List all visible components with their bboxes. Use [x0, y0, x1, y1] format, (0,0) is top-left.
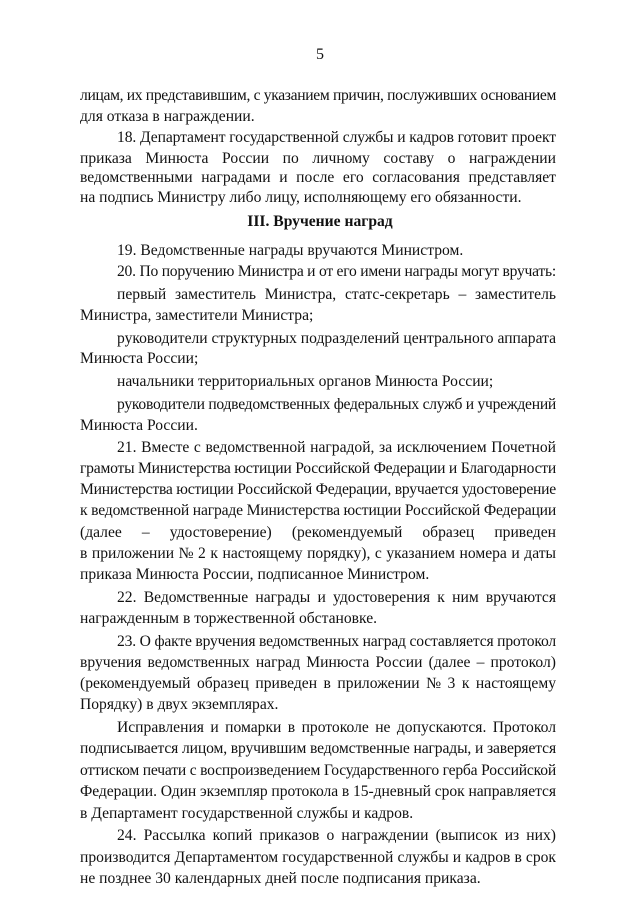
text-line — [80, 761, 556, 781]
text-line-content: 23. О факте вручения ведомственных наград составляется протокол — [117, 633, 556, 650]
text-line-content: (далее – удостоверение) (рекомендуемый образец приведен — [80, 524, 556, 541]
text-line — [80, 739, 556, 759]
text-line-content: 22. Ведомственные награды и удостоверения к ним вручаются — [117, 589, 556, 606]
text-line-content: руководители структурных подразделений центрального аппарата — [117, 330, 556, 347]
text-line-content: Министерства юстиции Российской Федерации, вручается удостоверение — [80, 481, 557, 498]
text-line — [80, 544, 556, 564]
text-line — [80, 107, 556, 127]
text-line — [80, 168, 556, 188]
text-line-content: Исправления и помарки в протоколе не допускаются. Протокол — [117, 719, 556, 736]
text-line — [80, 674, 556, 694]
text-line — [117, 632, 556, 652]
text-line-content: Порядку) в двух экземплярах. — [80, 696, 279, 713]
text-line-content: приказа Минюста России, подписанное Министром. — [80, 566, 430, 583]
text-line — [117, 718, 556, 738]
text-line — [80, 848, 556, 868]
text-line-content: Министра, заместители Министра; — [80, 307, 314, 324]
text-line-content: оттиском печати с воспроизведением Государственного герба Российской — [80, 762, 556, 779]
text-line — [80, 804, 556, 824]
text-line — [80, 501, 556, 521]
text-line — [117, 438, 556, 458]
text-line-content: вручения ведомственных наград Минюста России (далее – протокол) — [80, 654, 556, 671]
text-line-content: не позднее 30 календарных дней после подписания приказа. — [80, 870, 481, 887]
section-heading — [0, 212, 640, 232]
text-line — [80, 782, 556, 802]
text-line-content: первый заместитель Министра, статс-секретарь – заместитель — [117, 286, 556, 303]
text-line — [117, 285, 556, 305]
text-line-content: к ведомственной награде Министерства юстиции Российской Федерации — [80, 502, 557, 519]
text-line-content: (рекомендуемый образец приведен в приложении № 3 к настоящему — [80, 675, 556, 692]
text-line-content: Федерации. Один экземпляр протокола в 15-дневный срок направляется — [80, 783, 556, 800]
text-line-content: Минюста России. — [80, 417, 198, 434]
text-line-content: 24. Рассылка копий приказов о награждении (выписок из них) — [117, 827, 556, 844]
text-line — [80, 695, 556, 715]
text-line — [80, 609, 556, 629]
text-line — [80, 565, 556, 585]
text-line — [117, 329, 556, 349]
text-line — [117, 372, 556, 392]
text-line — [117, 241, 556, 261]
text-line-content: производится Департаментом государственной службы и кадров в срок — [80, 849, 556, 866]
text-line-content: приказа Минюста России по личному составу о награждении — [80, 150, 556, 167]
text-line-content: 21. Вместе с ведомственной наградой, за исключением Почетной — [117, 439, 556, 456]
text-line — [117, 826, 556, 846]
text-line-content: 20. По поручению Министра и от его имени награды могут вручать: — [117, 263, 556, 280]
text-line — [80, 523, 556, 543]
text-line — [80, 480, 556, 500]
text-line-content: подписывается лицом, вручившим ведомственные награды, и заверяется — [80, 740, 557, 757]
text-line — [80, 188, 556, 208]
text-line-content: 19. Ведомственные награды вручаются Министром. — [117, 242, 464, 259]
page-number: 5 — [316, 46, 324, 63]
section-heading-text: III. Вручение наград — [247, 213, 393, 230]
text-line — [80, 306, 556, 326]
text-line — [80, 869, 556, 889]
text-line — [117, 395, 556, 415]
text-line — [80, 416, 556, 436]
text-line — [117, 262, 556, 282]
text-line-content: лицам, их представившим, с указанием причин, послуживших основанием — [80, 87, 557, 104]
text-line — [80, 653, 556, 673]
text-line-content: награжденным в торжественной обстановке. — [80, 610, 378, 627]
text-line — [80, 86, 556, 106]
text-line-content: на подпись Министру либо лицу, исполняющему его обязанности. — [80, 189, 522, 206]
text-line-content: 18. Департамент государственной службы и кадров готовит проект — [117, 129, 556, 146]
text-line — [117, 128, 556, 148]
text-line — [80, 459, 556, 479]
text-line — [117, 588, 556, 608]
text-line-content: в приложении № 2 к настоящему порядку), с указанием номера и даты — [80, 545, 557, 562]
text-line-content: грамоты Министерства юстиции Российской Федерации и Благодарности — [80, 460, 556, 477]
text-line-content: руководители подведомственных федеральных служб и учреждений — [117, 396, 556, 413]
text-line-content: начальники территориальных органов Минюста России; — [117, 373, 494, 390]
text-line-content: для отказа в награждении. — [80, 108, 255, 125]
text-line-content: Минюста России; — [80, 350, 199, 367]
text-line-content: ведомственными наградами и после его согласования представляет — [80, 169, 556, 186]
text-line — [80, 149, 556, 169]
text-line-content: в Департамент государственной службы и кадров. — [80, 805, 414, 822]
text-line — [80, 349, 556, 369]
